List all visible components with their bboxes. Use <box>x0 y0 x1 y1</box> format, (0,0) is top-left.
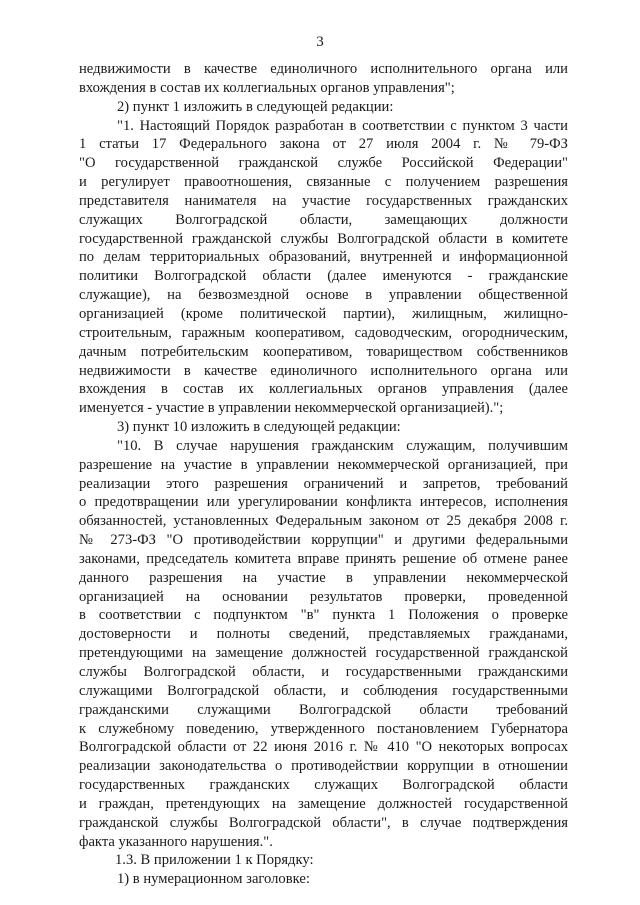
text-line: 1 статьи 17 Федерального закона от 27 июля 2004 г. № 79-ФЗ <box>79 136 568 153</box>
text-line: недвижимости в качестве единоличного исполнительного органа или <box>79 61 568 77</box>
text-line: службы Волгоградской области, и государственными гражданскими <box>79 664 568 680</box>
text-line: в соответствии с подпунктом "в" пункта 1 Положения о проверке <box>79 607 568 624</box>
text-line: о предотвращении или урегулировании конфликта интересов, исполнения <box>79 494 568 511</box>
text-line: гражданской службы Волгоградской области", в случае подтверждения <box>79 814 568 831</box>
text-line: организацией на основании результатов проверки, проведенной <box>79 588 568 605</box>
text-line: достоверности и полноты сведений, представляемых гражданами, <box>79 626 568 643</box>
text-line: организацией (кроме политической партии), жилищным, жилищно- <box>79 305 568 322</box>
text-line: 1.3. В приложении 1 к Порядку: <box>115 852 314 869</box>
text-line: "1. Настоящий Порядок разработан в соответствии с пунктом 3 части <box>117 117 568 134</box>
text-line: строительным, гаражным кооперативом, садоводческим, огородническим, <box>79 324 568 341</box>
page-number: 3 <box>316 34 324 50</box>
text-line: Волгоградской области от 22 июня 2016 г. № 410 "О некоторых вопросах <box>79 739 568 756</box>
text-line: и регулирует правоотношения, связанные с получением разрешения <box>79 174 568 191</box>
text-line: 2) пункт 1 изложить в следующей редакции: <box>117 98 394 115</box>
text-line: 1) в нумерационном заголовке: <box>117 871 310 888</box>
text-line: гражданскими служащими Волгоградской области требований <box>79 701 568 718</box>
text-line: "О государственной гражданской службе Российской Федерации" <box>79 155 568 172</box>
text-line: № 273-ФЗ "О противодействии коррупции" и другими федеральными <box>79 532 568 549</box>
text-line: государственной гражданской службы Волгоградской области в комитете <box>79 230 568 247</box>
text-line: государственных гражданских служащих Волгоградской области <box>79 777 568 794</box>
text-line: вхождения в состав их коллегиальных органов управления (далее <box>79 381 568 398</box>
text-line: представителя нанимателя на участие государственных гражданских <box>79 192 568 209</box>
text-line: дачным потребительским кооперативом, товариществом собственников <box>79 343 568 360</box>
text-line: данного разрешения на участие в управлении некоммерческой <box>79 569 568 586</box>
text-line: обязанностей, установленных Федеральным законом от 25 декабря 2008 г. <box>79 513 568 530</box>
text-line: именуется - участие в управлении некоммерческой организацией)."; <box>79 400 504 417</box>
text-line: претендующими на замещение должностей государственной гражданской <box>79 645 568 662</box>
document-body <box>79 60 568 889</box>
text-line: служащими Волгоградской области, и соблюдения государственными <box>79 682 568 699</box>
text-line: политики Волгоградской области (далее именуются - гражданские <box>79 268 568 285</box>
text-line: по делам территориальных образований, внутренней и информационной <box>79 249 568 266</box>
text-line: служащие), на безвозмездной основе в управлении общественной <box>79 287 568 304</box>
text-line: разрешение на участие в управлении некоммерческой организацией, при <box>79 456 568 473</box>
text-line: к служебному поведению, утвержденного постановлением Губернатора <box>79 720 568 737</box>
text-line: факта указанного нарушения.". <box>79 833 273 850</box>
text-line: служащих Волгоградской области, замещающих должности <box>79 211 568 228</box>
text-line: 3) пункт 10 изложить в следующей редакции: <box>117 419 401 436</box>
text-line: недвижимости в качестве единоличного исполнительного органа или <box>79 362 568 379</box>
text-line: реализации этого разрешения ограничений и запретов, требований <box>79 475 568 492</box>
text-line: законами, председатель комитета вправе принять решение об отмене ранее <box>79 550 568 567</box>
text-line: "10. В случае нарушения гражданским служащим, получившим <box>117 437 568 454</box>
text-line: и граждан, претендующих на замещение должностей государственной <box>79 795 568 812</box>
text-line: вхождения в состав их коллегиальных органов управления"; <box>79 79 455 96</box>
text-line: реализации законодательства о противодействии коррупции в отношении <box>79 758 568 775</box>
